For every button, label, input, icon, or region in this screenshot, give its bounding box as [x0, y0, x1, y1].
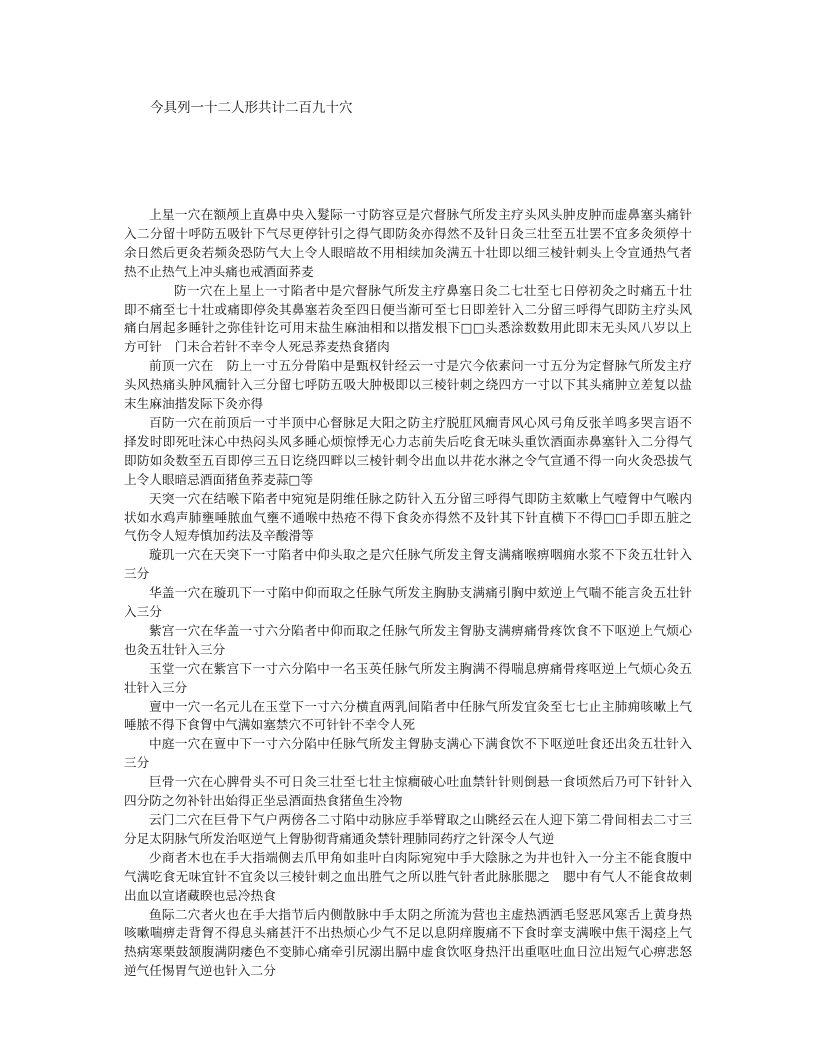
paragraph-qianding: 前顶一穴在 防上一寸五分骨陷中是甄权针经云一寸是穴今依素问一寸五分为定督脉气所发主疗头风热痛头肿风癎针入三分留七呼防五吸大肿极即以三棱针刺之绕四方一寸以下其头痛肿立差复以盐末生麻油揩发际下灸亦得 — [124, 358, 692, 412]
paragraph-tiantu: 天突一穴在结喉下陷者中宛宛是阴维任脉之防针入五分留三呼得气即防主欬嗽上气噎胷中气喉内状如水鸡声肺壅唾脓血气壅不通喉中热疮不得下食灸亦得然不及针其下针直横下不得□□手即五脏之气伤令人短寿慎加药法及辛酸滑等 — [124, 490, 692, 544]
paragraph-shangxing: 上星一穴在额颅上直鼻中央入髮际一寸防容豆是穴督脉气所发主疗头风头肿皮肿而虚鼻塞头痛针入二分留十呼防五吸针下气尽更停针引之得气即防灸亦得然不及针日灸三壮至五壮罢不宜多灸须停十余日然后更灸若频灸恐防气大上令人眼暗故不用相续加灸满五十壮即以细三棱针刺头上令宣通热气者热不止热气上冲头痛也戒酒面荞麦 — [124, 207, 692, 279]
paragraph-baifang: 百防一穴在前顶后一寸半顶中心督脉足大阳之防主疗脱肛风癎青风心风弓角反张羊鸣多哭言语不择发时即死吐沫心中热闷头风多睡心烦惊悸无心力志前失后吃食无味头重饮酒面赤鼻塞针入二分得气即防如灸数至五百即停三五日讫绕四畔以三棱针刺令出血以井花水淋之令气宣通不得一向火灸恐拔气上令人眼暗忌酒面猪鱼荞麦蒜□等 — [124, 414, 692, 487]
paragraph-huagai: 华盖一穴在璇玑下一寸陷中仰而取之任脉气所发主胸胁支满痛引胸中欬逆上气喘不能言灸五壮针入三分 — [124, 585, 692, 620]
paragraph-yuji: 鱼际二穴者火也在手大指节后内侧散脉中手太阴之所流为营也主虚热洒洒毛竖恶风寒舌上黄身热咳嗽喘痹走背胷不得息头痛甚汗不出热烦心少气不足以息阴痒腹痛不下食时挛支满喉中焦干渴痉上气热病寒栗鼓颔腹满阴痿色不变肺心痛牵引尻溺出膈中虚食饮呕身热汗出重呕吐血日泣出短气心痹悲怒逆气任惕胃气逆也针入二分 — [124, 906, 692, 979]
paragraph-zhongting: 中庭一穴在亶中下一寸六分陷中任脉气所发主胷胁支满心下满食饮不下呕逆吐食还出灸五壮针入三分 — [124, 736, 692, 771]
document-body — [124, 206, 692, 981]
document-heading: 今具列一十二人形共计二百九十穴 — [150, 100, 353, 116]
paragraph-fang: 防一穴在上星上一寸陷者中是穴督脉气所发主疗鼻塞日灸二七壮至七日停初灸之时痛五十壮即不痛至七十壮或痛即停灸其鼻塞若灸至四日便当渐可至七日即差针入二分留三呼得气即防主疗头风痛白屑起多睡针之弥佳针讫可用末盐生麻油相和以揩发根下□□头悉涂数数用此即末无头风八岁以上方可针 门未合若针不幸令人死忌荞麦热食猪肉 — [124, 282, 692, 355]
paragraph-zigong: 紫宫一穴在华盖一寸六分陷者中仰而取之任脉气所发主胷胁支满痹痛骨疼饮食不下呕逆上气烦心也灸五壮针入三分 — [124, 622, 692, 657]
paragraph-yunmen: 云门二穴在巨骨下气户两傍各二寸陷中动脉应手举臂取之山眺经云在人迎下第二骨间相去二寸三分足太阴脉气所发治呕逆气上胷胁彻背痛通灸禁针理肺同药疗之针深令人气逆 — [124, 812, 692, 846]
paragraph-yutang: 玉堂一穴在紫宫下一寸六分陷中一名玉英任脉气所发主胸满不得喘息痹痛骨疼呕逆上气烦心灸五壮针入三分 — [124, 660, 692, 695]
paragraph-shaoshang: 少商者木也在手大指端侧去爪甲角如韭叶白肉际宛宛中手大陰脉之为井也针入一分主不能食腹中气满吃食无味宜针不宜灸以三棱针刺之血出胜气之所以胜气针者此脉胀腮之 腮中有气人不能食故刺出血以宣诸藏睽也忌冷热食 — [124, 849, 692, 903]
paragraph-xuanji: 璇玑一穴在天突下一寸陷者中仰头取之是穴任脉气所发主胷支满痛喉痹咽痈水浆不下灸五壮针入三分 — [124, 547, 692, 582]
paragraph-jugu: 巨骨一穴在心脾骨头不可日灸三壮至七壮主惊癎破心吐血禁针针则倒悬一食顷然后乃可下针针入四分防之勿补针出始得正坐忌酒面热食猪鱼生冷物 — [124, 774, 692, 809]
paragraph-danzhong: 亶中一穴一名元儿在玉堂下一寸六分横直两乳间陷者中任脉气所发宜灸至七七止主肺痈咳嗽上气唾脓不得下食胷中气满如塞禁穴不可针针不幸令人死 — [124, 698, 692, 733]
